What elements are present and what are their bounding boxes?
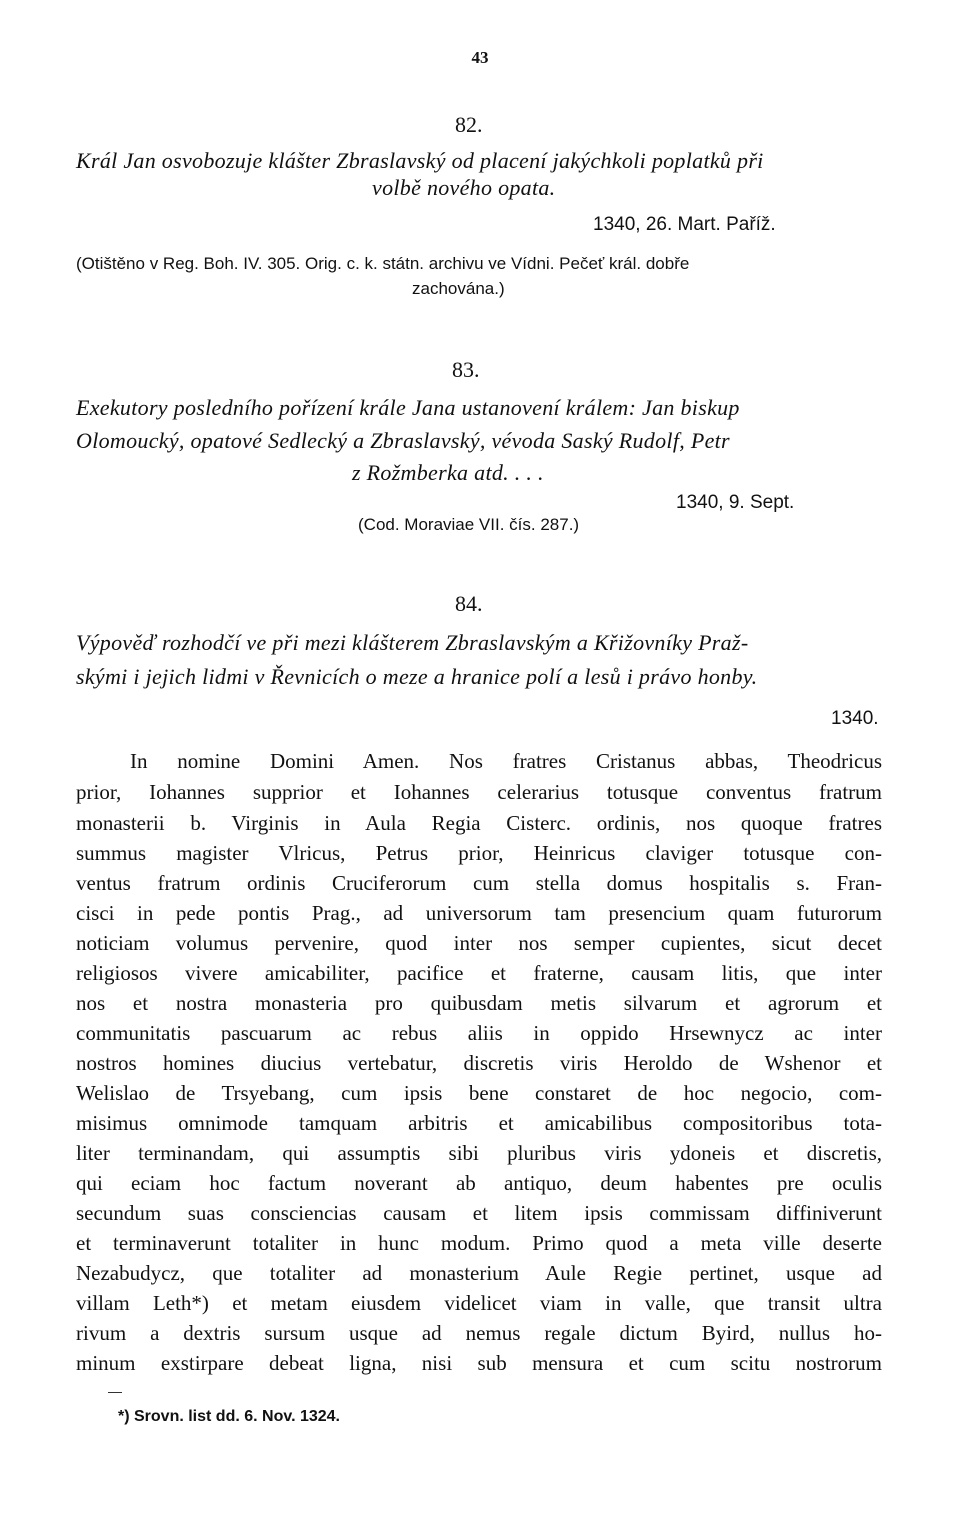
- doc83-source: (Cod. Moraviae VII. čís. 287.): [358, 515, 580, 534]
- body-line: villam Leth*) et metam eiusdem videlicet viam in valle, que transit ultra: [76, 1291, 882, 1315]
- doc83-title-line-3: z Rožmberka atd. . . .: [352, 460, 544, 485]
- body-line: secundum suas consciencias causam et litem ipsis commissam diffiniverunt: [76, 1201, 882, 1225]
- body-line: religiosos vivere amicabiliter, pacifice et fraterne, causam litis, que inter: [76, 961, 882, 985]
- body-line: et terminaverunt totaliter in hunc modum. Primo quod a meta ville deserte: [76, 1231, 882, 1255]
- body-line: rivum a dextris sursum usque ad nemus regale dictum Byird, nullus ho-: [76, 1321, 882, 1345]
- doc82-title-line-2: volbě nového opata.: [372, 175, 556, 200]
- doc84-number: 84.: [455, 591, 483, 616]
- body-line: nostros homines diucius vertebatur, discretis viris Heroldo de Wshenor et: [76, 1051, 882, 1075]
- body-line: nos et nostra monasteria pro quibusdam metis silvarum et agrorum et: [76, 991, 882, 1015]
- body-line: noticiam volumus pervenire, quod inter nos semper cupientes, sicut decet: [76, 931, 882, 955]
- body-line: cisci in pede pontis Prag., ad universorum tam presencium quam futurorum: [76, 901, 882, 925]
- doc82-number: 82.: [455, 112, 483, 137]
- doc82-source-line-2: zachována.): [412, 279, 505, 298]
- body-line: liter terminandam, qui assumptis sibi pluribus viris ydoneis et discretis,: [76, 1141, 882, 1165]
- body-line: qui eciam hoc factum noverant ab antiquo, deum habentes pre oculis: [76, 1171, 882, 1195]
- doc83-title-line-1: Exekutory posledního pořízení krále Jana ustanovení králem: Jan biskup: [76, 395, 740, 420]
- body-line: misimus omnimode tamquam arbitris et amicabilibus compositoribus tota-: [76, 1111, 882, 1135]
- body-line: minum exstirpare debeat ligna, nisi sub mensura et cum scitu nostrorum: [76, 1351, 882, 1375]
- body-line: Nezabudycz, que totaliter ad monasterium Aule Regie pertinet, usque ad: [76, 1261, 882, 1285]
- doc83-title-line-2: Olomoucký, opatové Sedlecký a Zbraslavský, vévoda Saský Rudolf, Petr: [76, 428, 730, 453]
- doc82-source-line-1: (Otištěno v Reg. Boh. IV. 305. Orig. c. k. státn. archivu ve Vídni. Pečeť král. dobře: [76, 254, 690, 273]
- body-line: prior, Iohannes supprior et Iohannes celerarius totusque conventus fratrum: [76, 780, 882, 804]
- doc84-title-line-1: Výpověď rozhodčí ve při mezi klášterem Zbraslavským a Křižovníky Praž-: [76, 630, 749, 655]
- page-number: 43: [471, 48, 489, 67]
- footnote: *) Srovn. list dd. 6. Nov. 1324.: [118, 1408, 340, 1425]
- body-line: ventus fratrum ordinis Cruciferorum cum stella domus hospitalis s. Fran-: [76, 871, 882, 895]
- body-line: communitatis pascuarum ac rebus aliis in oppido Hrsewnycz ac inter: [76, 1021, 882, 1045]
- doc84-title-line-2: skými i jejich lidmi v Řevnicích o meze a hranice polí a lesů i právo honby.: [76, 664, 758, 689]
- body-line: summus magister Vlricus, Petrus prior, Heinricus claviger totusque con-: [76, 841, 882, 865]
- doc84-date: 1340.: [831, 708, 879, 729]
- doc82-date: 1340, 26. Mart. Paříž.: [593, 214, 776, 235]
- body-line: monasterii b. Virginis in Aula Regia Cisterc. ordinis, nos quoque fratres: [76, 811, 882, 835]
- body-line: Welislao de Trsyebang, cum ipsis bene constaret de hoc negocio, com-: [76, 1081, 882, 1105]
- doc82-title-line-1: Král Jan osvobozuje klášter Zbraslavský od placení jakýchkoli poplatků při: [76, 148, 764, 173]
- doc83-date: 1340, 9. Sept.: [676, 492, 795, 513]
- body-line: In nomine Domini Amen. Nos fratres Cristanus abbas, Theodricus: [130, 749, 882, 773]
- footnote-separator: [108, 1392, 122, 1393]
- doc83-number: 83.: [452, 357, 480, 382]
